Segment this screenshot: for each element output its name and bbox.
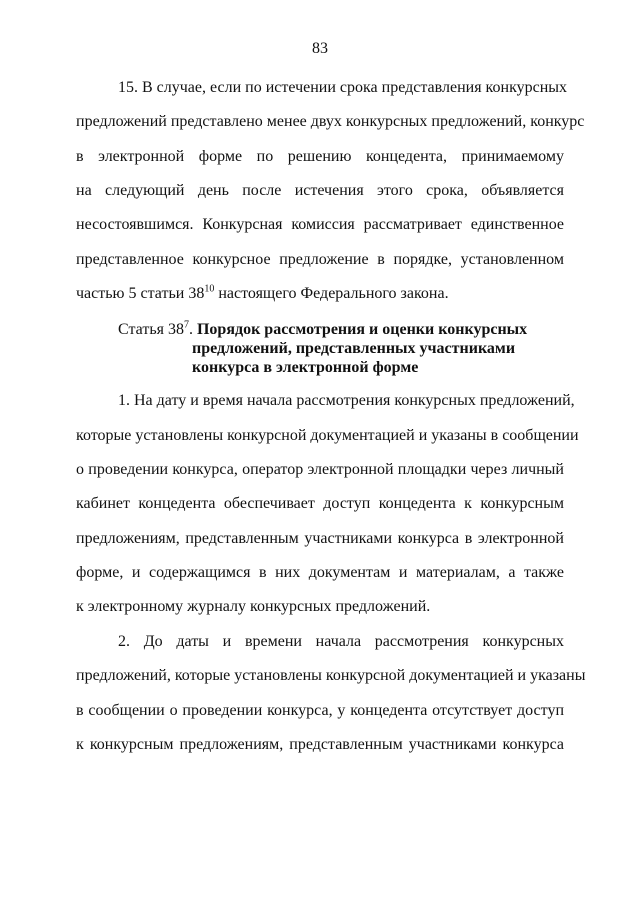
point-1-line-6: форме, и содержащимся в них документам и материалам, а также <box>76 564 564 581</box>
page-number: 83 <box>312 40 328 57</box>
point-1-line-3: о проведении конкурса, оператор электронной площадки через личный <box>76 461 564 478</box>
article-title-line-2: предложений, представленных участниками <box>192 340 516 357</box>
reference-text-end: настоящего Федерального закона. <box>214 285 449 302</box>
point-2-line-1: 2. До даты и времени начала рассмотрения конкурсных <box>118 633 564 650</box>
point-2-line-2: предложений, которые установлены конкурсной документацией и указаны <box>76 667 586 684</box>
article-label: Статья $38^7$. <box>118 319 193 338</box>
point-1-line-7: к электронному журналу конкурсных предложений. <box>76 598 431 615</box>
paragraph-15-line-1: 15. В случае, если по истечении срока представления конкурсных <box>118 79 568 96</box>
point-1-line-1: 1. На дату и время начала рассмотрения конкурсных предложений, <box>118 392 575 409</box>
point-1-line-4: кабинет концедента обеспечивает доступ концедента к конкурсным <box>76 495 564 512</box>
article-heading <box>118 320 564 377</box>
article-title-line-3: конкурса в электронной форме <box>192 359 419 376</box>
reference-text: частью 5 статьи 38 <box>76 285 205 302</box>
point-2-line-4: к конкурсным предложениям, представленным участниками конкурса <box>76 736 564 753</box>
article-label-superscript: 7 <box>183 319 189 331</box>
paragraph-15-line-3: в электронной форме по решению концедента, принимаемому <box>76 148 564 165</box>
paragraph-15-line-4: на следующий день после истечения этого срока, объявляется <box>76 182 564 199</box>
reference-superscript: 10 <box>204 283 215 295</box>
paragraph-15-line-5: несостоявшимся. Конкурсная комиссия рассматривает единственное <box>76 216 564 233</box>
paragraph-15-line-2: предложений представлено менее двух конкурсных предложений, конкурс <box>76 113 585 130</box>
point-1-line-2: которые установлены конкурсной документацией и указаны в сообщении <box>76 427 579 444</box>
point-2-line-3: в сообщении о проведении конкурса, у концедента отсутствует доступ <box>76 702 564 719</box>
paragraph-15-line-7 <box>76 284 564 304</box>
point-1-line-5: предложениям, представленным участниками конкурса в электронной <box>76 530 564 547</box>
paragraph-15-line-6: представленное конкурсное предложение в порядке, установленном <box>76 251 564 268</box>
article-title-line-1: Порядок рассмотрения и оценки конкурсных <box>196 321 528 338</box>
